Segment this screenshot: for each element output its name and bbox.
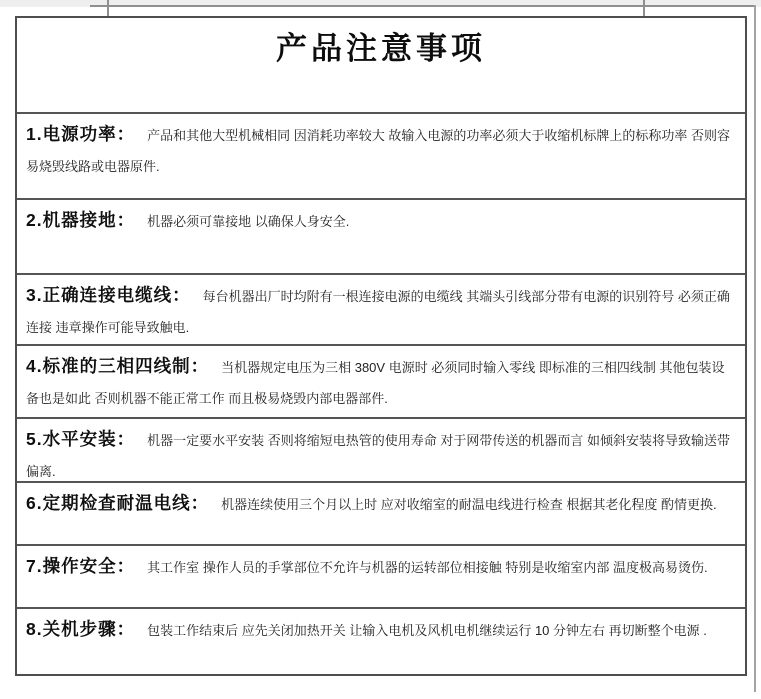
note-paragraph <box>17 114 745 182</box>
notice-table <box>15 16 747 676</box>
note-row-power <box>17 112 745 198</box>
note-heading: 7.操作安全： <box>26 556 136 576</box>
note-paragraph <box>17 609 745 646</box>
note-heading: 4.标准的三相四线制： <box>26 356 210 376</box>
note-body: 机器连续使用三个月以上时 应对收缩室的耐温电线进行检查 根据其老化程度 酌情更换. <box>221 497 717 512</box>
scan-artifact-top-line <box>90 5 755 7</box>
note-heading: 3.正确连接电缆线： <box>26 285 191 305</box>
note-row-grounding <box>17 198 745 273</box>
note-heading: 6.定期检查耐温电线： <box>26 493 210 513</box>
note-heading: 2.机器接地： <box>26 210 136 230</box>
note-paragraph <box>17 275 745 343</box>
note-body: 产品和其他大型机械相同 因消耗功率较大 故输入电源的功率必须大于收缩机标牌上的标称功率 否则容易烧毁线路或电器原件. <box>26 128 730 174</box>
title-row <box>17 18 745 112</box>
note-row-cable <box>17 273 745 344</box>
note-row-level-install <box>17 417 745 481</box>
note-row-shutdown <box>17 607 745 674</box>
note-paragraph <box>17 419 745 481</box>
note-paragraph <box>17 200 745 237</box>
note-body: 机器一定要水平安装 否则将缩短电热管的使用寿命 对于网带传送的机器而言 如倾斜安装将导致输送带偏离. <box>26 433 730 479</box>
scan-artifact-page-edge <box>754 5 756 692</box>
note-body: 当机器规定电压为三相 380V 电源时 必须同时输入零线 即标准的三相四线制 其他包装设备也是如此 否则机器不能正常工作 而且极易烧毁内部电器部件. <box>26 360 725 406</box>
note-paragraph <box>17 546 745 583</box>
note-paragraph <box>17 346 745 414</box>
note-row-safety <box>17 544 745 607</box>
note-paragraph <box>17 483 745 520</box>
note-row-three-phase <box>17 344 745 417</box>
note-heading: 5.水平安装： <box>26 429 136 449</box>
note-body: 其工作室 操作人员的手掌部位不允许与机器的运转部位相接触 特别是收缩室内部 温度极高易烫伤. <box>147 560 708 575</box>
note-heading: 8.关机步骤： <box>26 619 136 639</box>
note-body: 每台机器出厂时均附有一根连接电源的电缆线 其端头引线部分带有电源的识别符号 必须正确连接 违章操作可能导致触电. <box>26 289 730 335</box>
note-body: 机器必须可靠接地 以确保人身安全. <box>147 214 350 229</box>
note-body: 包装工作结束后 应先关闭加热开关 让输入电机及风机电机继续运行 10 分钟左右 再切断整个电源 . <box>147 623 707 638</box>
document-title: 产品注意事项 <box>276 31 486 66</box>
note-row-wire-check <box>17 481 745 544</box>
note-heading: 1.电源功率： <box>26 124 136 144</box>
